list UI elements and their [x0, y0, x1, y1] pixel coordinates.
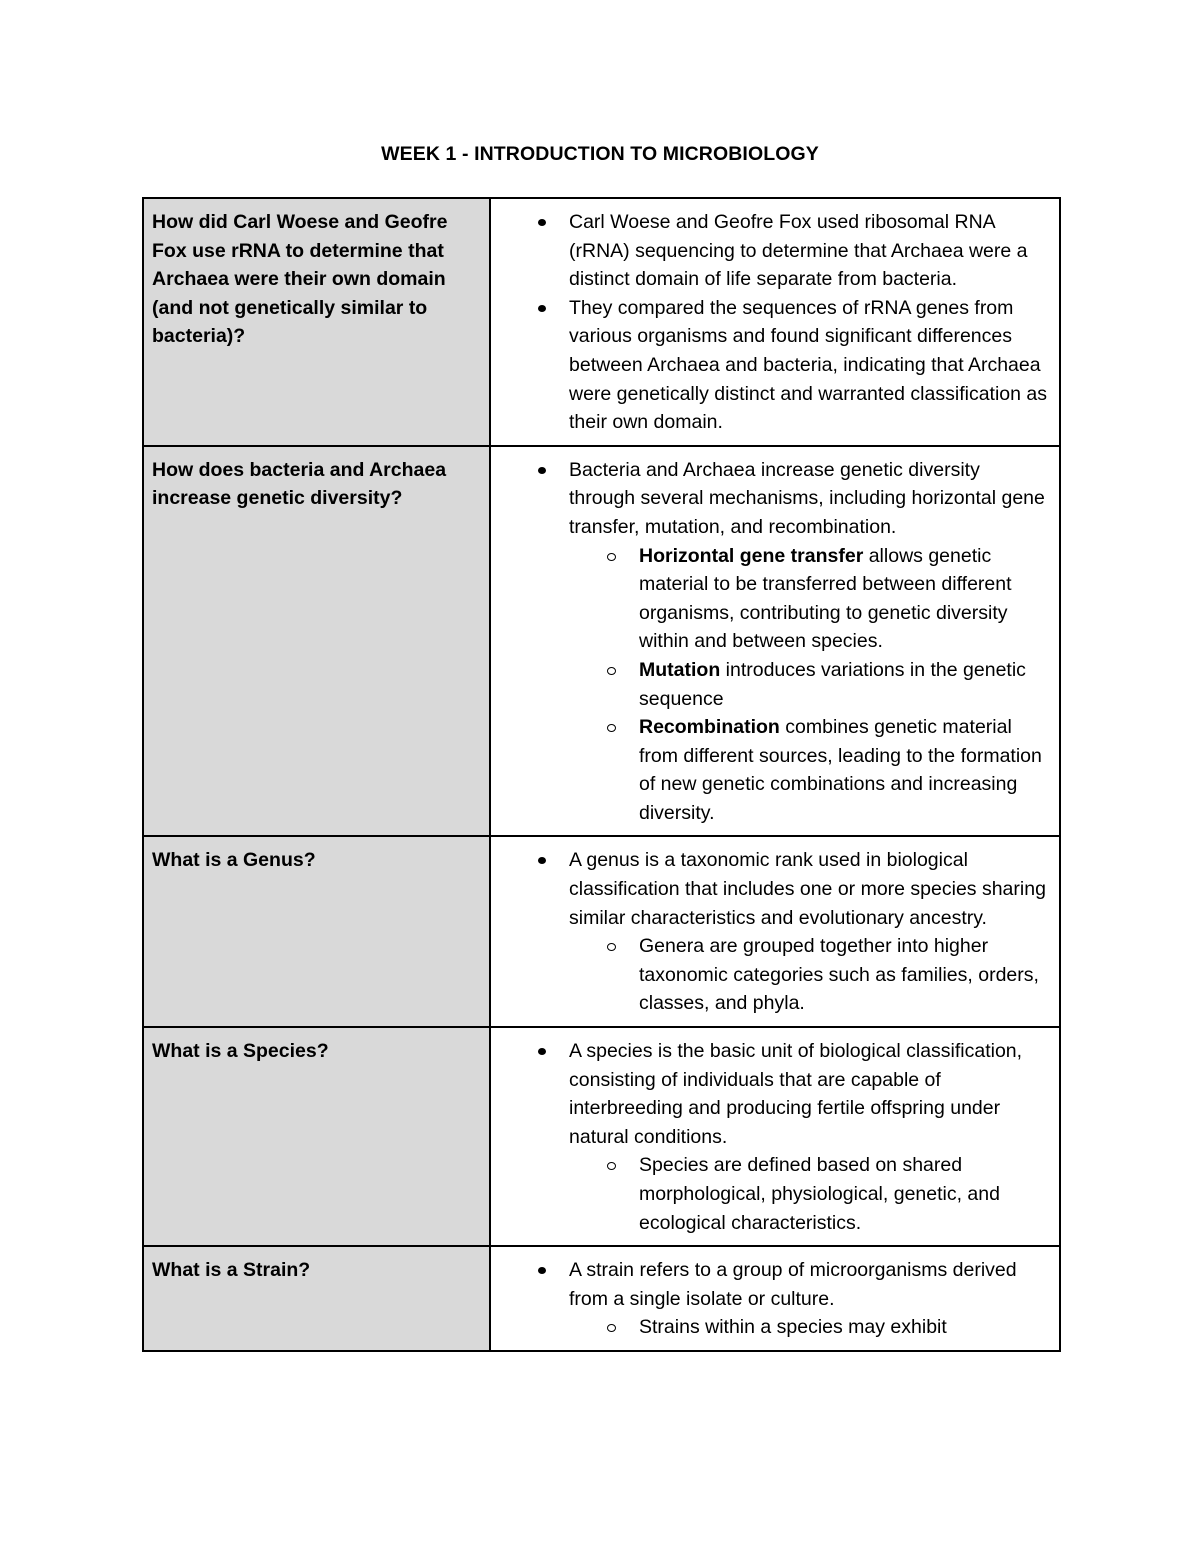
list-item: [499, 846, 1051, 1018]
list-item: They compared the sequences of rRNA genes from various organisms and found significant differences between Archaea and bacteria, indicating that Archaea were genetically distinct and warranted classification as their own domain.: [499, 294, 1051, 437]
question-cell: What is a Species?: [143, 1027, 490, 1246]
term-description: introduces variations in the genetic sequence: [639, 658, 1026, 710]
term-description: combines genetic material from different sources, leading to the formation of new genetic combinations and increasing diversity.: [639, 716, 1042, 824]
bullet-list: [499, 208, 1051, 437]
table-row: [143, 1027, 1060, 1246]
sub-list-item: Species are defined based on shared morphological, physiological, genetic, and ecological characteristics.: [569, 1151, 1051, 1237]
sub-list-item: Genera are grouped together into higher taxonomic categories such as families, orders, classes, and phyla.: [569, 932, 1051, 1018]
question-cell: What is a Genus?: [143, 836, 490, 1027]
term-label: Mutation: [639, 658, 721, 681]
sub-list-item: Strains within a species may exhibit: [569, 1313, 1051, 1342]
sub-list-item: [569, 713, 1051, 827]
bullet-list: [499, 1256, 1051, 1342]
answer-cell: [490, 1246, 1060, 1351]
sub-bullet-list: [569, 1313, 1051, 1342]
bullet-list: [499, 846, 1051, 1018]
bullet-list: [499, 1037, 1051, 1237]
term-label: Recombination: [639, 716, 780, 739]
answer-cell: [490, 836, 1060, 1027]
list-item-text: A genus is a taxonomic rank used in biological classification that includes one or more species sharing similar characteristics and evolutionary ancestry.: [569, 849, 1046, 929]
sub-bullet-list: [569, 1151, 1051, 1237]
answer-cell: [490, 1027, 1060, 1246]
sub-bullet-list: [569, 932, 1051, 1018]
term-description: allows genetic material to be transferred between different organisms, contributing to genetic diversity within and between species.: [639, 544, 1012, 653]
list-item: [499, 1256, 1051, 1342]
list-item-text: Bacteria and Archaea increase genetic diversity through several mechanisms, including horizontal gene transfer, mutation, and recombination.: [569, 458, 1045, 538]
qa-table: [142, 197, 1061, 1352]
page-title: WEEK 1 - INTRODUCTION TO MICROBIOLOGY: [381, 143, 819, 165]
sub-list-item: [569, 656, 1051, 713]
question-cell: How does bacteria and Archaea increase genetic diversity?: [143, 446, 490, 837]
table-row: [143, 1246, 1060, 1351]
list-item: Carl Woese and Geofre Fox used ribosomal RNA (rRNA) sequencing to determine that Archaea were a distinct domain of life separate from bacteria.: [499, 208, 1051, 294]
list-item: [499, 1037, 1051, 1237]
term-label: Horizontal gene transfer: [639, 544, 864, 567]
table-row: [143, 198, 1060, 446]
list-item-text: A species is the basic unit of biological classification, consisting of individuals that are capable of interbreeding and producing fertile offspring under natural conditions.: [569, 1040, 1023, 1148]
sub-bullet-list: [569, 542, 1051, 828]
answer-cell: [490, 198, 1060, 446]
list-item: [499, 456, 1051, 828]
sub-list-item: [569, 542, 1051, 656]
answer-cell: [490, 446, 1060, 837]
table-row: [143, 446, 1060, 837]
question-cell: How did Carl Woese and Geofre Fox use rRNA to determine that Archaea were their own domain (and not genetically similar to bacteria)?: [143, 198, 490, 446]
bullet-list: [499, 456, 1051, 828]
list-item-text: A strain refers to a group of microorganisms derived from a single isolate or culture.: [569, 1259, 1017, 1310]
table-row: [143, 836, 1060, 1027]
question-cell: What is a Strain?: [143, 1246, 490, 1351]
